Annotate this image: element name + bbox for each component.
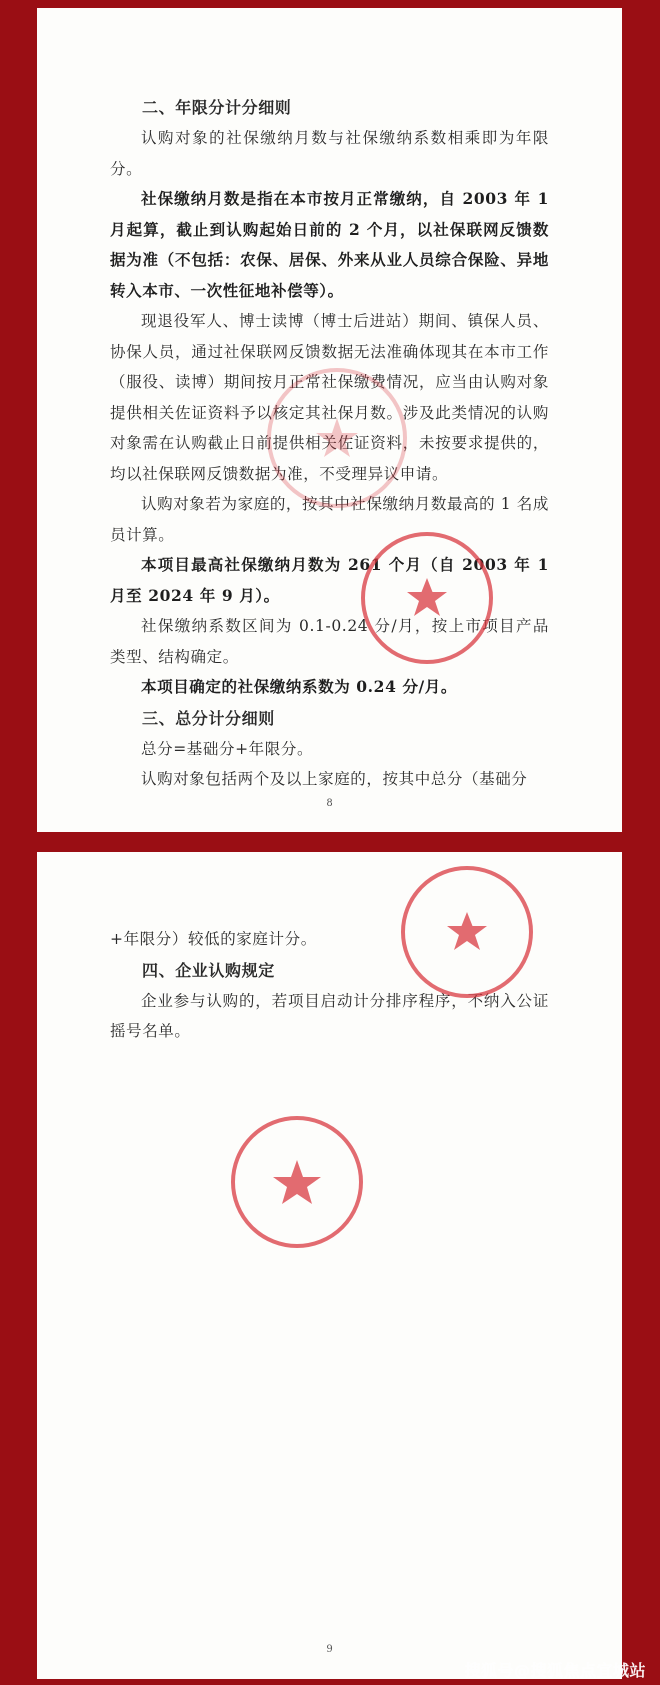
section-4-title: 四、企业认购规定: [142, 960, 275, 980]
paragraph: +年限分）较低的家庭计分。: [110, 930, 317, 948]
paragraph-bold: 本项目确定的社保缴纳系数为 0.24 分/月。: [141, 677, 458, 696]
paragraph: 现退役军人、博士读博（博士后进站）期间、镇保人员、协保人员，通过社保联网反馈数据无法准确体现其在本市工作（服役、读博）期间按月正常社保缴费情况，应当由认购对象提供相关佐证资料予以核定其社保月数。涉及此类情况的认购对象需在认购截止日前提供相关佐证资料，未按要求提供的，均以社保联网反馈数据为准，不受理异议申请。: [110, 312, 549, 483]
paragraph: 总分=基础分+年限分。: [141, 739, 314, 758]
page-number: 9: [326, 1644, 333, 1655]
document-page-9: [37, 852, 622, 1679]
watermark-bottom: 搜狐号@搜狐焦点宜城站: [464, 1661, 646, 1680]
paragraph: 认购对象的社保缴纳月数与社保缴纳系数相乘即为年限分。: [110, 129, 549, 178]
paragraph: 企业参与认购的，若项目启动计分排序程序，不纳入公证摇号名单。: [110, 991, 549, 1040]
paragraph: 社保缴纳系数区间为 0.1-0.24 分/月，按上市项目产品类型、结构确定。: [110, 617, 549, 666]
paragraph: 认购对象包括两个及以上家庭的，按其中总分（基础分: [141, 770, 528, 788]
document-page-8: [37, 8, 622, 832]
page-9-content: [110, 924, 549, 1047]
section-3-title: 三、总分计分细则: [142, 708, 275, 728]
paragraph: 认购对象若为家庭的，按其中社保缴纳月数最高的 1 名成员计算。: [110, 495, 549, 544]
page-number: 8: [326, 798, 333, 809]
paragraph-bold: 社保缴纳月数是指在本市按月正常缴纳，自 2003 年 1 月起算，截止到认购起始日前的 2 个月，以社保联网反馈数据为准（不包括：农保、居保、外来从业人员综合保险、异地转入本市、一次性征地补偿等）。: [110, 189, 549, 300]
paragraph-bold: 本项目最高社保缴纳月数为 261 个月（自 2003 年 1 月至 2024 年 9 月）。: [110, 555, 549, 605]
government-seal: [227, 1112, 367, 1252]
section-2-title: 二、年限分计分细则: [142, 98, 292, 117]
page-8-content: [110, 92, 549, 795]
